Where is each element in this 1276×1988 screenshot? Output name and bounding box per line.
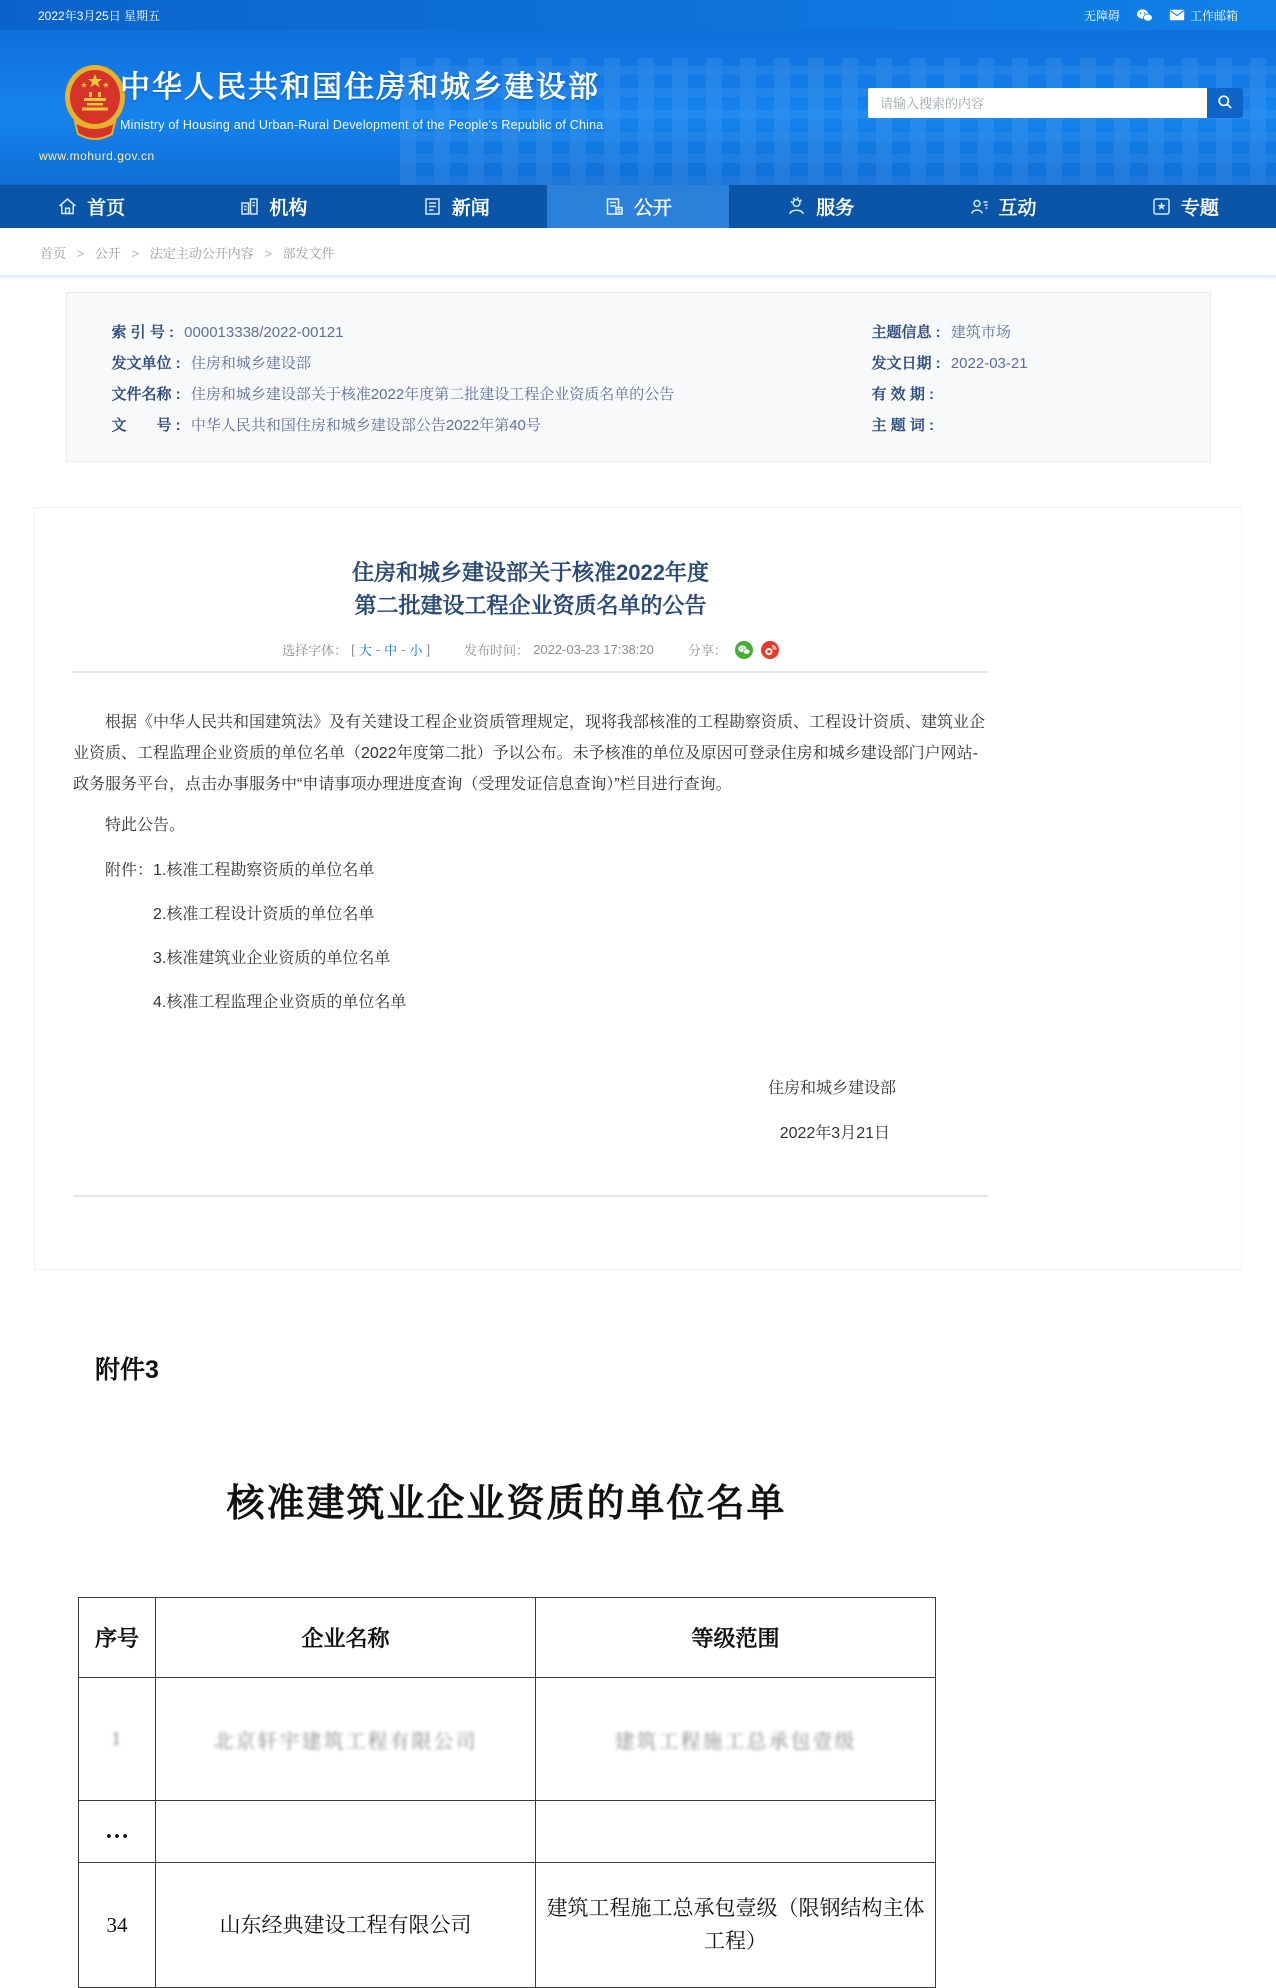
nav-item-service[interactable]: 服务 bbox=[729, 185, 911, 228]
weibo-share-icon[interactable] bbox=[761, 641, 779, 659]
work-mailbox-link[interactable]: 工作邮箱 bbox=[1169, 7, 1238, 24]
news-icon bbox=[422, 196, 443, 217]
nav-item-home[interactable]: 首页 bbox=[0, 185, 182, 228]
search-button[interactable] bbox=[1207, 88, 1243, 118]
meta-issue-date: 发文日期 : 2022-03-21 bbox=[871, 355, 1028, 372]
article-bottom-divider bbox=[73, 1195, 988, 1197]
publish-time-label: 发布时间： bbox=[464, 643, 530, 658]
top-bar bbox=[0, 0, 1276, 30]
meta-doc-number: 文 号 : 中华人民共和国住房和城乡建设部公告2022年第40号 bbox=[111, 417, 541, 434]
breadcrumb-disclosure[interactable]: 公开 bbox=[94, 246, 121, 261]
font-size-small[interactable]: 小 bbox=[409, 643, 423, 658]
approved-companies-table bbox=[78, 1597, 936, 1988]
wechat-icon[interactable] bbox=[1136, 8, 1153, 23]
attachment-link-3[interactable]: 3.核准建筑业企业资质的单位名单 bbox=[153, 950, 391, 967]
site-subtitle: Ministry of Housing and Urban-Rural Development of the People's Republic of China bbox=[120, 118, 604, 132]
nav-item-org[interactable]: 机构 bbox=[182, 185, 364, 228]
announcement-paragraph: 根据《中华人民共和国建筑法》及有关建设工程企业资质管理规定，现将我部核准的工程勘察资质、工程设计资质、建筑业企业资质、工程监理企业资质的单位名单（2022年度第二批）予以公布。未予核准的单位及原因可登录住房和城乡建设部门户网站-政务服务平台，点击办事服务中“申请事项办理进度查询（受理发证信息查询）”栏目进行查询。 bbox=[73, 714, 986, 793]
meta-doc-name: 文件名称 : 住房和城乡建设部关于核准2022年度第二批建设工程企业资质名单的公告 bbox=[111, 386, 675, 403]
meta-keywords: 主 题 词 : bbox=[871, 417, 934, 434]
font-size-medium[interactable]: 中 bbox=[384, 643, 398, 658]
interact-icon bbox=[969, 196, 990, 217]
attachment-link-2[interactable]: 2.核准工程设计资质的单位名单 bbox=[153, 906, 375, 923]
share-label: 分享： bbox=[687, 643, 727, 658]
announcement-closing: 特此公告。 bbox=[105, 817, 186, 834]
document-meta-box bbox=[66, 292, 1211, 462]
table-header-row bbox=[79, 1598, 936, 1678]
site-header bbox=[0, 30, 1276, 185]
wechat-share-icon[interactable] bbox=[735, 641, 753, 659]
breadcrumb-current: 部发文件 bbox=[282, 246, 335, 261]
nav-item-news[interactable]: 新闻 bbox=[365, 185, 547, 228]
meta-issuing-unit: 发文单位 : 住房和城乡建设部 bbox=[111, 355, 311, 372]
signature-unit: 住房和城乡建设部 bbox=[767, 1080, 896, 1097]
meta-validity: 有 效 期 : bbox=[871, 386, 934, 403]
attachments-label: 附件： bbox=[105, 862, 154, 879]
search-input[interactable] bbox=[868, 88, 1243, 118]
org-icon bbox=[239, 196, 260, 217]
home-icon bbox=[57, 196, 78, 217]
site-title: 中华人民共和国住房和城乡建设部 bbox=[120, 71, 600, 104]
search-icon bbox=[1217, 94, 1233, 113]
col-header-no: 序号 bbox=[79, 1598, 156, 1678]
table-row: 1 北京轩宇建筑工程有限公司 建筑工程施工总承包壹级 bbox=[79, 1678, 936, 1801]
main-nav bbox=[0, 185, 1276, 228]
breadcrumb-statutory[interactable]: 法定主动公开内容 bbox=[149, 246, 254, 261]
breadcrumb-home[interactable]: 首页 bbox=[40, 246, 67, 261]
attachment-list bbox=[73, 849, 988, 1025]
col-header-company: 企业名称 bbox=[156, 1598, 536, 1678]
nav-item-interact[interactable]: 互动 bbox=[911, 185, 1093, 228]
meta-topic-info: 主题信息 : 建筑市场 bbox=[871, 324, 1011, 341]
breadcrumb: 首页 > 公开 > 法定主动公开内容 > 部发文件 bbox=[0, 228, 1276, 278]
signature-date: 2022年3月21日 bbox=[779, 1125, 890, 1142]
attachment-link-4[interactable]: 4.核准工程监理企业资质的单位名单 bbox=[153, 994, 407, 1011]
attachment-link-1[interactable]: 1.核准工程勘察资质的单位名单 bbox=[153, 862, 375, 879]
search-box bbox=[868, 88, 1243, 118]
national-emblem bbox=[62, 62, 128, 146]
announcement-box bbox=[34, 507, 1242, 1270]
attachment3-title: 核准建筑业企业资质的单位名单 bbox=[226, 1483, 787, 1525]
announcement-meta: 选择字体： [ 大 - 中 - 小 ] 发布时间： 2022-03-23 17:38:20 分享： bbox=[73, 640, 988, 659]
current-date: 2022年3月25日 星期五 bbox=[38, 8, 161, 23]
attachment3-section bbox=[78, 1472, 935, 1988]
table-row-ellipsis: … bbox=[79, 1801, 936, 1863]
publish-time: 2022-03-23 17:38:20 bbox=[533, 642, 654, 657]
attachment3-label: 附件3 bbox=[95, 1356, 159, 1384]
table-row-highlighted: 34 山东经典建设工程有限公司 建筑工程施工总承包壹级（限钢结构主体工程） bbox=[79, 1863, 936, 1988]
mail-icon bbox=[1169, 9, 1185, 21]
font-size-large[interactable]: 大 bbox=[358, 643, 372, 658]
meta-divider bbox=[73, 671, 988, 673]
announcement-title: 住房和城乡建设部关于核准2022年度 第二批建设工程企业资质名单的公告 bbox=[352, 560, 709, 618]
meta-index-number: 索 引 号 : 000013338/2022-00121 bbox=[111, 324, 344, 341]
site-url: www.mohurd.gov.cn bbox=[39, 149, 155, 163]
accessibility-link[interactable]: 无障碍 bbox=[1083, 8, 1120, 23]
disclosure-icon bbox=[604, 196, 625, 217]
nav-item-topics[interactable]: 专题 bbox=[1094, 185, 1276, 228]
nav-item-disclosure[interactable]: 公开 bbox=[547, 185, 729, 228]
service-icon bbox=[786, 196, 807, 217]
topics-icon bbox=[1151, 196, 1172, 217]
col-header-scope: 等级范围 bbox=[536, 1598, 936, 1678]
